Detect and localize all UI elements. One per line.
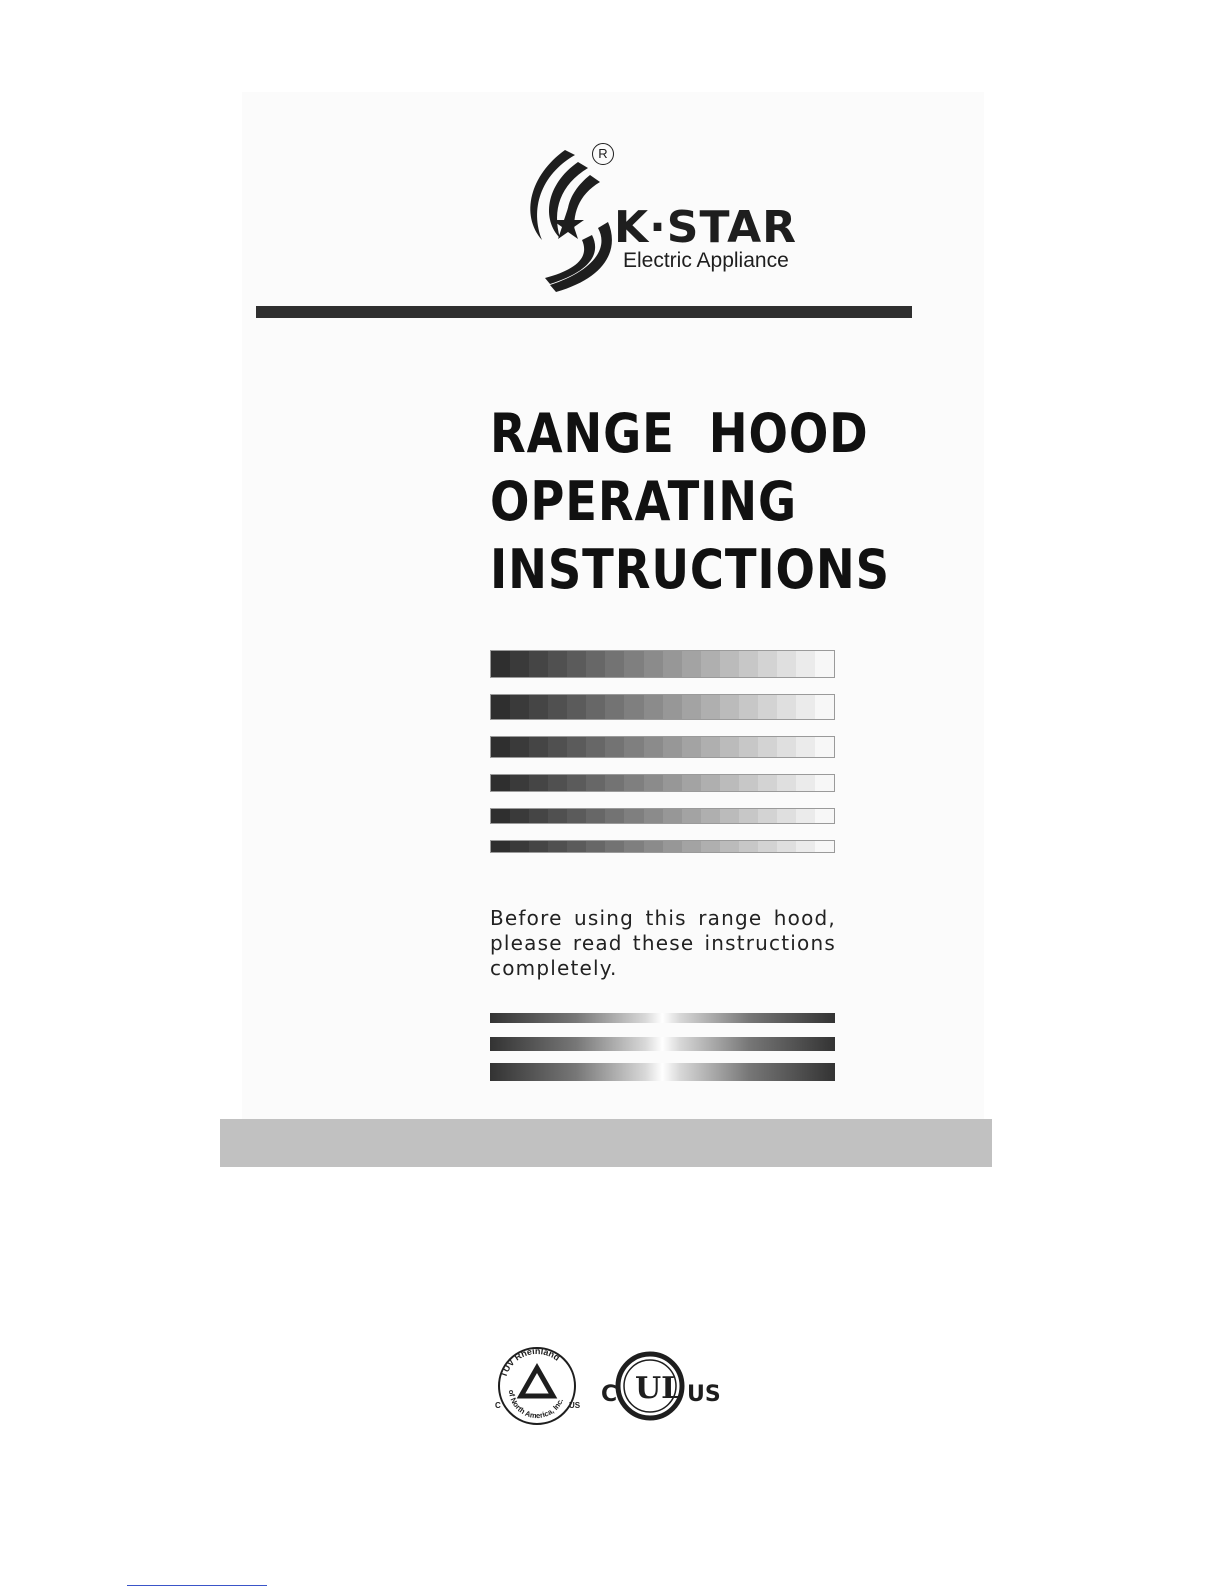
ul-center-text: UL [635, 1371, 683, 1406]
gray-band [220, 1119, 992, 1167]
ul-left-letter: C [601, 1382, 618, 1407]
tuv-right-letter: US [569, 1401, 581, 1410]
document-title [490, 400, 890, 604]
gray-stripe-4 [490, 774, 835, 792]
svg-text:TUV Rheinland: TUV Rheinland [498, 1346, 562, 1379]
gray-stripe-5 [490, 808, 835, 824]
gray-stripe-1 [490, 650, 835, 678]
brand-name: K·STAR [614, 202, 798, 253]
gradient-bar-3 [490, 1063, 835, 1081]
gradient-bar-2 [490, 1037, 835, 1051]
title-line-2: OPERATING [490, 470, 798, 533]
tuv-left-letter: C [495, 1401, 501, 1410]
svg-text:of North America, Inc.: of North America, Inc. [506, 1389, 566, 1421]
tuv-rheinland-mark-icon [495, 1346, 585, 1426]
intro-text: Before using this range hood, please read these instructions completely. [490, 906, 836, 980]
header-rule [256, 306, 912, 318]
gradient-bar-1 [490, 1013, 835, 1023]
gray-stripe-6 [490, 840, 835, 853]
gray-stripe-3 [490, 736, 835, 758]
ul-listed-mark-icon [595, 1346, 725, 1426]
gray-stripe-2 [490, 694, 835, 720]
title-line-3: INSTRUCTIONS [490, 538, 890, 601]
brand-tagline: Electric Appliance [623, 249, 789, 272]
title-line-1: RANGE HOOD [490, 402, 869, 465]
registered-mark: R [592, 143, 614, 165]
certification-marks [495, 1346, 725, 1426]
ul-right-letters: US [687, 1382, 721, 1407]
